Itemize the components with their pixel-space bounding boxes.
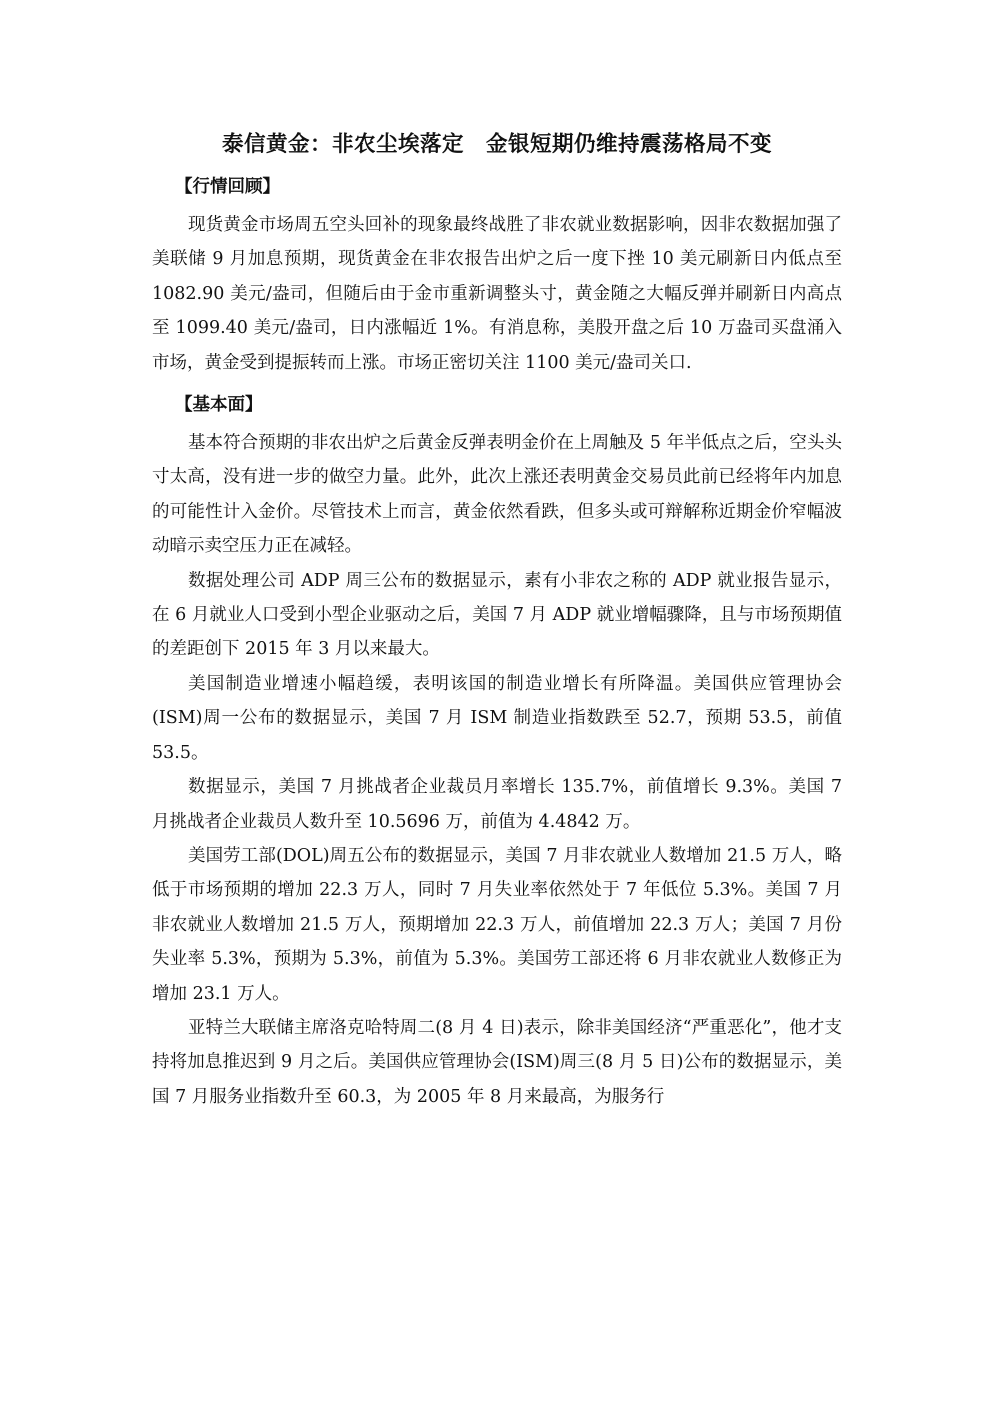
paragraph-fundamentals-4: 数据显示，美国 7 月挑战者企业裁员月率增长 135.7%，前值增长 9.3%。美国 7 月挑战者企业裁员人数升至 10.5696 万，前值为 4.4842 万。 xyxy=(152,777,842,832)
paragraph-fundamentals-2: 数据处理公司 ADP 周三公布的数据显示，素有小非农之称的 ADP 就业报告显示，在 6 月就业人口受到小型企业驱动之后，美国 7 月 ADP 就业增幅骤降，且与市场预期值的差距创下 2015 年 3 月以来最大。 xyxy=(152,570,842,660)
paragraph-fundamentals-3: 美国制造业增速小幅趋缓，表明该国的制造业增长有所降温。美国供应管理协会(ISM)周一公布的数据显示，美国 7 月 ISM 制造业指数跌至 52.7，预期 53.5，前值 53.5。 xyxy=(152,673,842,763)
paragraph-fundamentals-1: 基本符合预期的非农出炉之后黄金反弹表明金价在上周触及 5 年半低点之后，空头头寸太高，没有进一步的做空力量。此外，此次上涨还表明黄金交易员此前已经将年内加息的可能性计入金价。尽管技术上而言，黄金依然看跌，但多头或可辩解称近期金价窄幅波动暗示卖空压力正在减轻。 xyxy=(152,433,842,557)
document-body xyxy=(152,128,842,1114)
section-heading-fundamentals: 【基本面】 xyxy=(175,395,263,416)
paragraph-fundamentals-5: 美国劳工部(DOL)周五公布的数据显示，美国 7 月非农就业人数增加 21.5 万人，略低于市场预期的增加 22.3 万人，同时 7 月失业率依然处于 7 年低位 5.3%。美国 7 月非农就业人数增加 21.5 万人，预期增加 22.3 万人，前值增加 22.3 万人；美国 7 月份失业率 5.3%，预期为 5.3%，前值为 5.3%。美国劳工部还将 6 月非农就业人数修正为增加 23.1 万人。 xyxy=(152,845,842,1004)
paragraph-fundamentals-6: 亚特兰大联储主席洛克哈特周二(8 月 4 日)表示，除非美国经济“严重恶化”，他才支持将加息推迟到 9 月之后。美国供应管理协会(ISM)周三(8 月 5 日)公布的数据显示，美国 7 月服务业指数升至 60.3，为 2005 年 8 月来最高，为服务行 xyxy=(152,1017,842,1107)
paragraph-market-review: 现货黄金市场周五空头回补的现象最终战胜了非农就业数据影响，因非农数据加强了美联储 9 月加息预期，现货黄金在非农报告出炉之后一度下挫 10 美元刷新日内低点至 1082.90 美元/盎司，但随后由于金市重新调整头寸，黄金随之大幅反弹并刷新日内高点至 1099.40 美元/盎司，日内涨幅近 1%。有消息称，美股开盘之后 10 万盎司买盘涌入市场，黄金受到提振转而上涨。市场正密切关注 1100 美元/盎司关口. xyxy=(152,215,842,373)
document-title: 泰信黄金：非农尘埃落定 金银短期仍维持震荡格局不变 xyxy=(221,132,772,157)
section-heading-market-review: 【行情回顾】 xyxy=(175,177,280,197)
